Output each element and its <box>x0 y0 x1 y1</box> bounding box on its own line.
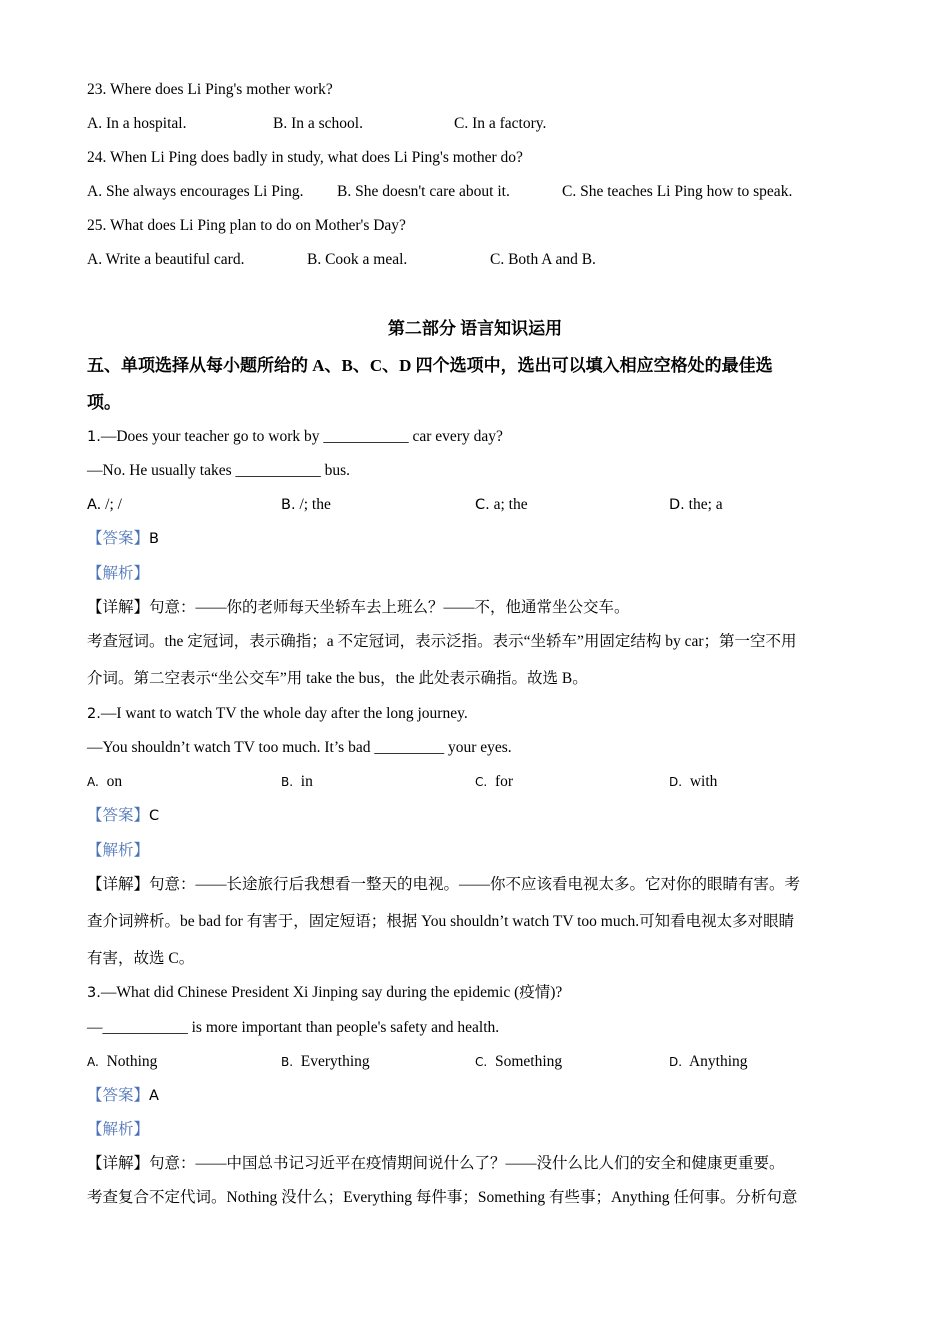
question-25-stem: 25. What does Li Ping plan to do on Mother's Day? <box>87 217 406 234</box>
q3-option-a: A. Nothing <box>87 1053 158 1070</box>
q2-option-a: A. on <box>87 773 123 790</box>
q24-option-a: A. She always encourages Li Ping. <box>87 183 304 200</box>
q3-option-d: D. Anything <box>669 1053 748 1070</box>
q2-analysis-label: 【解析】 <box>87 842 150 859</box>
question-number: 1. <box>87 429 101 445</box>
q3-option-c: C. Something <box>475 1053 563 1070</box>
q23-option-b: B. In a school. <box>273 115 363 132</box>
section-instruction-line1: 五、单项选择从每小题所给的 A、B、C、D 四个选项中，选出可以填入相应空格处的最佳选 <box>87 356 773 375</box>
question-24-stem: 24. When Li Ping does badly in study, what does Li Ping's mother do? <box>87 149 523 166</box>
question-1-line1: 1.—Does your teacher go to work by ___________ car every day? <box>87 428 503 445</box>
q1-option-c: C. a; the <box>475 496 528 513</box>
question-1-line2: —No. He usually takes ___________ bus. <box>87 462 351 479</box>
q24-option-b: B. She doesn't care about it. <box>337 183 510 200</box>
q2-answer: 【答案】C <box>87 807 160 824</box>
question-number: 3. <box>87 985 101 1001</box>
q1-detail-line2: 考查冠词。the 定冠词，表示确指；a 不定冠词，表示泛指。表示“坐轿车”用固定结构 by car；第一空不用 <box>87 633 797 650</box>
q2-option-c: C. for <box>475 773 514 790</box>
q1-answer: 【答案】B <box>87 530 159 547</box>
question-2-line2: —You shouldn’t watch TV too much. It’s bad _________ your eyes. <box>87 739 512 756</box>
question-3-line2: —___________ is more important than people's safety and health. <box>87 1019 500 1036</box>
q1-option-d: D. the; a <box>669 496 723 513</box>
question-number: 2. <box>87 706 101 722</box>
q2-detail-line1: 【详解】句意：——长途旅行后我想看一整天的电视。——你不应该看电视太多。它对你的眼睛有害。考 <box>87 876 801 893</box>
question-3-line1: 3.—What did Chinese President Xi Jinping say during the epidemic (疫情)? <box>87 984 563 1001</box>
q1-option-a: A. /; / <box>87 496 122 513</box>
q3-detail-line1: 【详解】句意：——中国总书记习近平在疫情期间说什么了？——没什么比人们的安全和健康更重要。 <box>87 1155 785 1172</box>
q2-detail-line3: 有害，故选 C。 <box>87 950 195 967</box>
q25-option-c: C. Both A and B. <box>490 251 596 268</box>
question-2-line1: 2.—I want to watch TV the whole day after the long journey. <box>87 705 468 722</box>
q1-detail-line3: 介词。第二空表示“坐公交车”用 take the bus，the 此处表示确指。故选 B。 <box>87 670 588 687</box>
q2-option-d: D. with <box>669 773 718 790</box>
q1-detail-line1: 【详解】句意：——你的老师每天坐轿车去上班么？——不，他通常坐公交车。 <box>87 599 630 616</box>
question-23-stem: 23. Where does Li Ping's mother work? <box>87 81 333 98</box>
q25-option-a: A. Write a beautiful card. <box>87 251 245 268</box>
q3-analysis-label: 【解析】 <box>87 1121 150 1138</box>
q3-answer: 【答案】A <box>87 1087 159 1104</box>
q23-option-c: C. In a factory. <box>454 115 547 132</box>
q23-option-a: A. In a hospital. <box>87 115 187 132</box>
q2-option-b: B. in <box>281 773 313 790</box>
q2-detail-line2: 查介词辨析。be bad for 有害于，固定短语；根据 You shouldn’t watch TV too much.可知看电视太多对眼睛 <box>87 913 795 930</box>
section-instruction-line2: 项。 <box>87 393 121 412</box>
section-title: 第二部分 语言知识运用 <box>387 319 563 338</box>
q3-option-b: B. Everything <box>281 1053 370 1070</box>
q24-option-c: C. She teaches Li Ping how to speak. <box>562 183 793 200</box>
q1-option-b: B. /; the <box>281 496 331 513</box>
q3-detail-line2: 考查复合不定代词。Nothing 没什么；Everything 每件事；Something 有些事；Anything 任何事。分析句意 <box>87 1189 798 1206</box>
q1-analysis-label: 【解析】 <box>87 565 150 582</box>
q25-option-b: B. Cook a meal. <box>307 251 408 268</box>
